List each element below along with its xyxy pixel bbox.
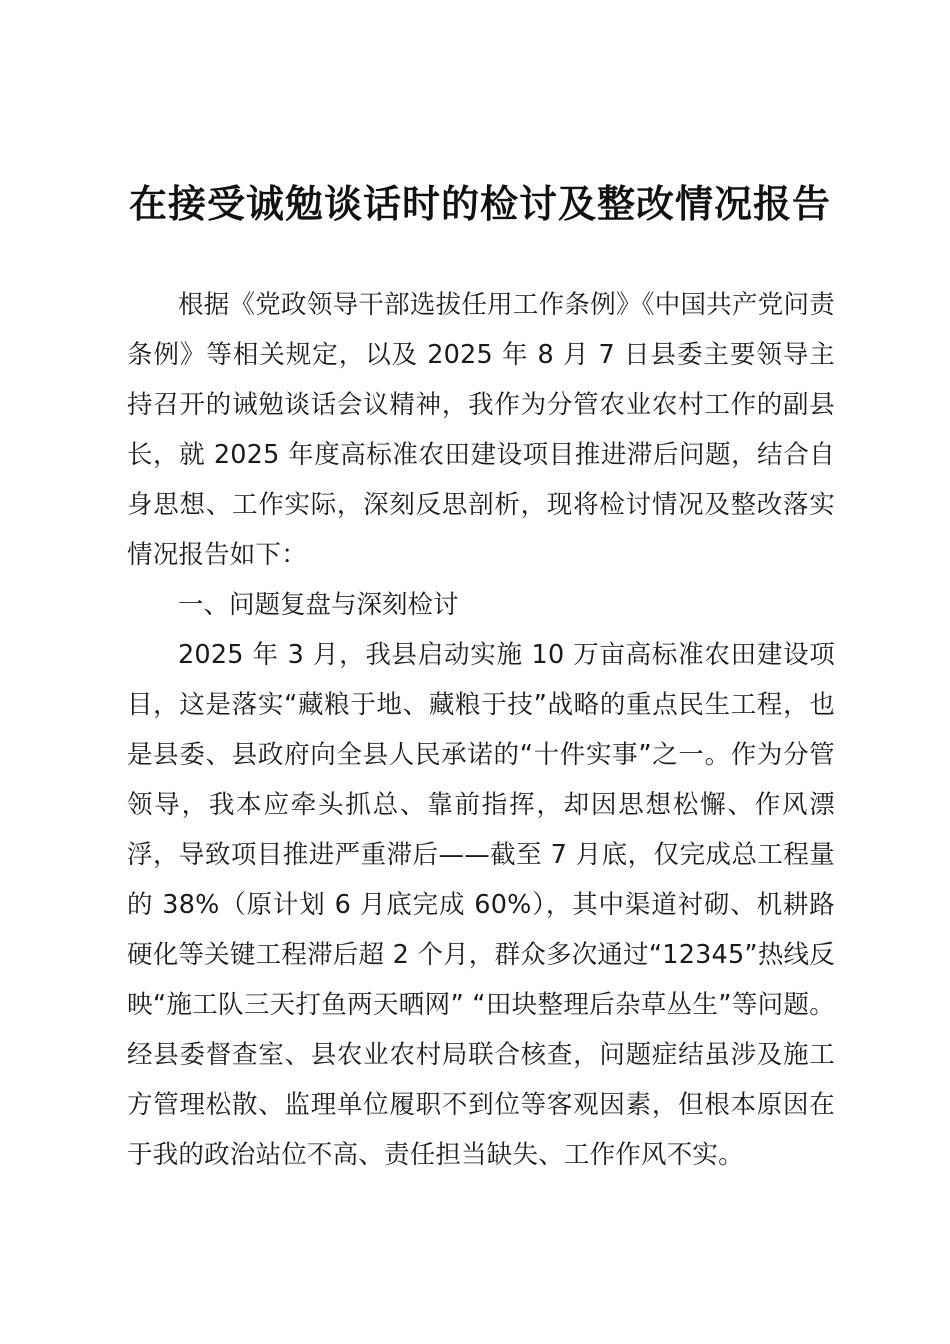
document-title: 在接受诚勉谈话时的检讨及整改情况报告 bbox=[128, 181, 831, 226]
intro-paragraph: 根据《党政领导干部选拔任用工作条例》《中国共产党问责条例》等相关规定，以及 2025 年 8 月 7 日县委主要领导主持召开的诫勉谈话会议精神，我作为分管农业农村工作的副县长，就 2025 年度高标准农田建设项目推进滞后问题，结合自身思想、工作实际，深刻反思剖析，现将检讨情况及整改落实情况报告如下： bbox=[127, 290, 835, 570]
body-paragraph: 2025 年 3 月，我县启动实施 10 万亩高标准农田建设项目，这是落实“藏粮于地、藏粮于技”战略的重点民生工程，也是县委、县政府向全县人民承诺的“十件实事”之一。作为分管领导，我本应牵头抓总、靠前指挥，却因思想松懈、作风漂浮，导致项目推进严重滞后——截至 7 月底，仅完成总工程量的 38%（原计划 6 月底完成 60%），其中渠道衬砌、机耕路硬化等关键工程滞后超 2 个月，群众多次通过“12345”热线反映“施工队三天打鱼两天晒网” “田块整理后杂草丛生”等问题。经县委督查室、县农业农村局联合核查，问题症结虽涉及施工方管理松散、监理单位履职不到位等客观因素，但根本原因在于我的政治站位不高、责任担当缺失、工作作风不实。 bbox=[127, 640, 835, 1170]
document-body bbox=[127, 280, 835, 1180]
section-heading: 一、问题复盘与深刻检讨 bbox=[178, 590, 459, 620]
